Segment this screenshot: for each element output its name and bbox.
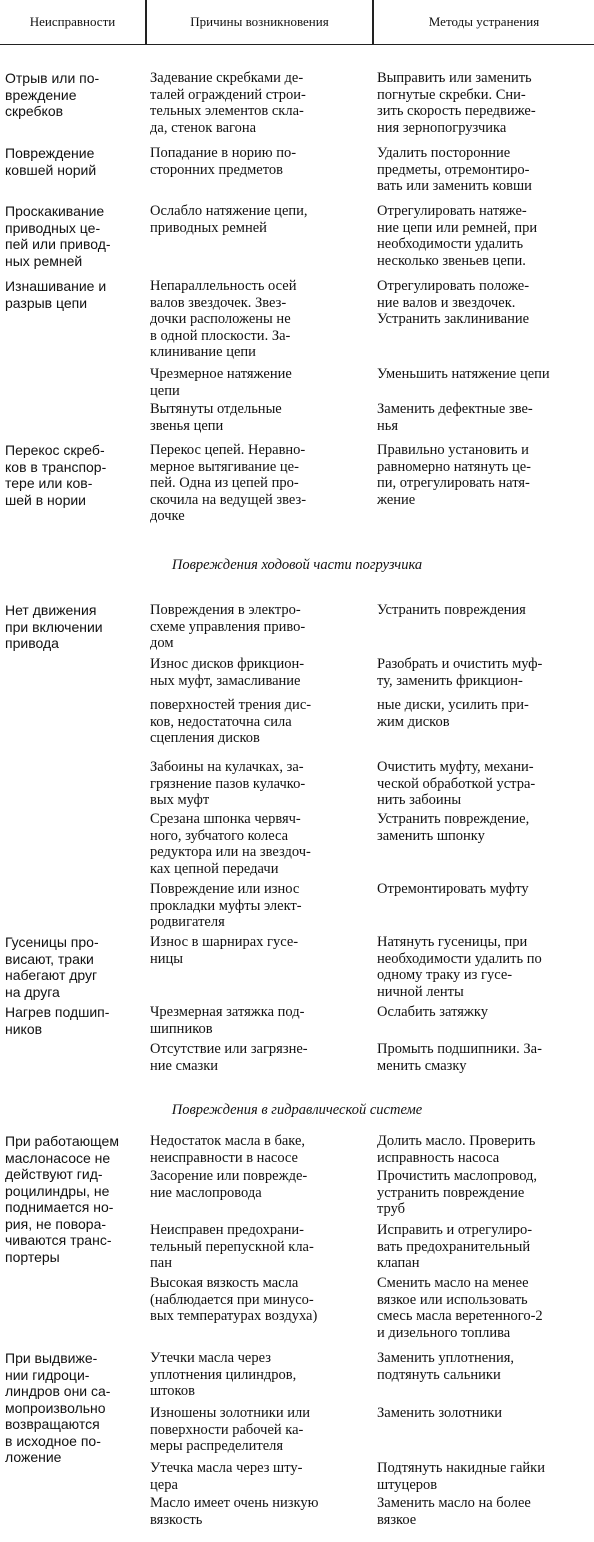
cause-cell: Высокая вязкость масла (наблюдается при минусо- вых температурах воздуха): [150, 1275, 318, 1324]
method-cell: Удалить посторонние предметы, отремонтиро- вать или заменить ковши: [377, 145, 532, 194]
fault-cell: Отрыв или по- вреждение скребков: [5, 70, 100, 119]
fault-cell: Нет движения при включении привода: [5, 602, 103, 651]
method-cell: Исправить и отрегулиро- вать предохранительный клапан: [377, 1222, 533, 1271]
method-cell: Отремонтировать муфту: [377, 881, 529, 897]
method-cell: Сменить масло на менее вязкое или использовать смесь масла веретенного-2 и дизельного топлива: [377, 1275, 543, 1341]
method-cell: Очистить муфту, механи- ческой обработкой устра- нить забоины: [377, 759, 536, 808]
method-cell: Отрегулировать положе- ние валов и звездочек. Устранить заклинивание: [377, 278, 530, 327]
header-faults: Неисправности: [29, 14, 116, 29]
fault-cell: При выдвиже- нии гидроци- линдров они са- мопроизвольно возвращаются в исходное по- ложение: [5, 1350, 111, 1465]
fault-cell: При работающем маслонасосе не действуют гид- роцилиндры, не поднимается но- рия, не повора- чиваются транс- портеры: [5, 1133, 119, 1265]
method-cell: ные диски, усилить при- жим дисков: [377, 697, 529, 730]
method-cell: Натянуть гусеницы, при необходимости удалить по одному траку из гусе- ничной ленты: [377, 934, 542, 1000]
method-cell: Прочистить маслопровод, устранить повреждение труб: [377, 1168, 538, 1217]
section-title: Повреждения в гидравлической системе: [171, 1102, 423, 1118]
cause-cell: Износ дисков фрикцион- ных муфт, замасливание: [150, 656, 305, 689]
cause-cell: Задевание скребками де- талей ограждений строи- тельных элементов скла- да, стенок вагона: [150, 70, 306, 136]
cause-cell: Непараллельность осей валов звездочек. Звез- дочки расположены не в одной плоскости. За- клинивание цепи: [150, 278, 297, 360]
cause-cell: Вытянуты отдельные звенья цепи: [150, 401, 282, 434]
fault-cell: Проскакивание приводных це- пей или привод- ных ремней: [5, 203, 111, 269]
method-cell: Заменить дефектные зве- нья: [377, 401, 533, 434]
fault-cell: Изнашивание и разрыв цепи: [5, 278, 107, 311]
method-cell: Промыть подшипники. За- менить смазку: [377, 1041, 542, 1074]
cause-cell: Попадание в норию по- сторонних предметов: [150, 145, 297, 178]
cause-cell: Недостаток масла в баке, неисправности в насосе: [150, 1133, 306, 1166]
cause-cell: Масло имеет очень низкую вязкость: [150, 1495, 319, 1528]
method-cell: Устранить повреждения: [377, 602, 526, 618]
cause-cell: Отсутствие или загрязне- ние смазки: [150, 1041, 308, 1074]
method-cell: Заменить масло на более вязкое: [377, 1495, 531, 1528]
method-cell: Выправить или заменить погнутые скребки. Сни- зить скорость передвиже- ния зернопогрузчика: [377, 70, 536, 136]
header-causes: Причины возникновения: [190, 14, 329, 29]
cause-cell: Изношены золотники или поверхности рабочей ка- меры распределителя: [150, 1405, 310, 1454]
cause-cell: Чрезмерная затяжка под- шипников: [150, 1004, 305, 1037]
cause-cell: Повреждения в электро- схеме управления приво- дом: [150, 602, 306, 651]
cause-cell: Чрезмерное натяжение цепи: [150, 366, 292, 399]
cause-cell: поверхностей трения дис- ков, недостаточна сила сцепления дисков: [150, 697, 312, 746]
fault-cell: Нагрев подшип- ников: [5, 1004, 110, 1037]
cause-cell: Засорение или поврежде- ние маслопровода: [150, 1168, 308, 1201]
method-cell: Правильно установить и равномерно натянуть це- пи, отрегулировать натя- жение: [377, 442, 532, 508]
method-cell: Заменить уплотнения, подтянуть сальники: [377, 1350, 515, 1383]
cause-cell: Износ в шарнирах гусе- ницы: [150, 934, 299, 967]
method-cell: Долить масло. Проверить исправность насоса: [377, 1133, 536, 1166]
cause-cell: Повреждение или износ прокладки муфты элект- родвигателя: [150, 881, 302, 930]
cause-cell: Забоины на кулачках, за- грязнение пазов кулачко- вых муфт: [150, 759, 306, 808]
table-header: [0, 0, 594, 45]
fault-cell: Повреждение ковшей норий: [5, 145, 97, 178]
method-cell: Подтянуть накидные гайки штуцеров: [377, 1460, 545, 1493]
method-cell: Разобрать и очистить муф- ту, заменить фрикцион-: [377, 656, 543, 689]
method-cell: Устранить повреждение, заменить шпонку: [377, 811, 530, 844]
cause-cell: Утечка масла через шту- цера: [150, 1460, 303, 1493]
fault-cell: Гусеницы про- висают, траки набегают друг на друга: [5, 934, 99, 1000]
method-cell: Ослабить затяжку: [377, 1004, 489, 1020]
cause-cell: Неисправен предохрани- тельный перепускной кла- пан: [150, 1222, 314, 1271]
method-cell: Уменьшить натяжение цепи: [377, 366, 550, 382]
fault-cell: Перекос скреб- ков в транспор- тере или ков- шей в нории: [5, 442, 107, 508]
cause-cell: Утечки масла через уплотнения цилиндров, штоков: [150, 1350, 297, 1399]
cause-cell: Перекос цепей. Неравно- мерное вытягивание це- пей. Одна из цепей про- скочила на ведущей звез- дочке: [150, 442, 307, 524]
cause-cell: Срезана шпонка червяч- ного, зубчатого колеса редуктора или на звездоч- ках цепной передачи: [150, 811, 311, 877]
method-cell: Отрегулировать натяже- ние цепи или ремней, при необходимости удалить несколько звеньев цепи.: [377, 203, 538, 269]
cause-cell: Ослабло натяжение цепи, приводных ремней: [150, 203, 308, 236]
header-methods: Методы устранения: [428, 14, 540, 29]
section-title: Повреждения ходовой части погрузчика: [171, 557, 423, 573]
method-cell: Заменить золотники: [377, 1405, 503, 1421]
